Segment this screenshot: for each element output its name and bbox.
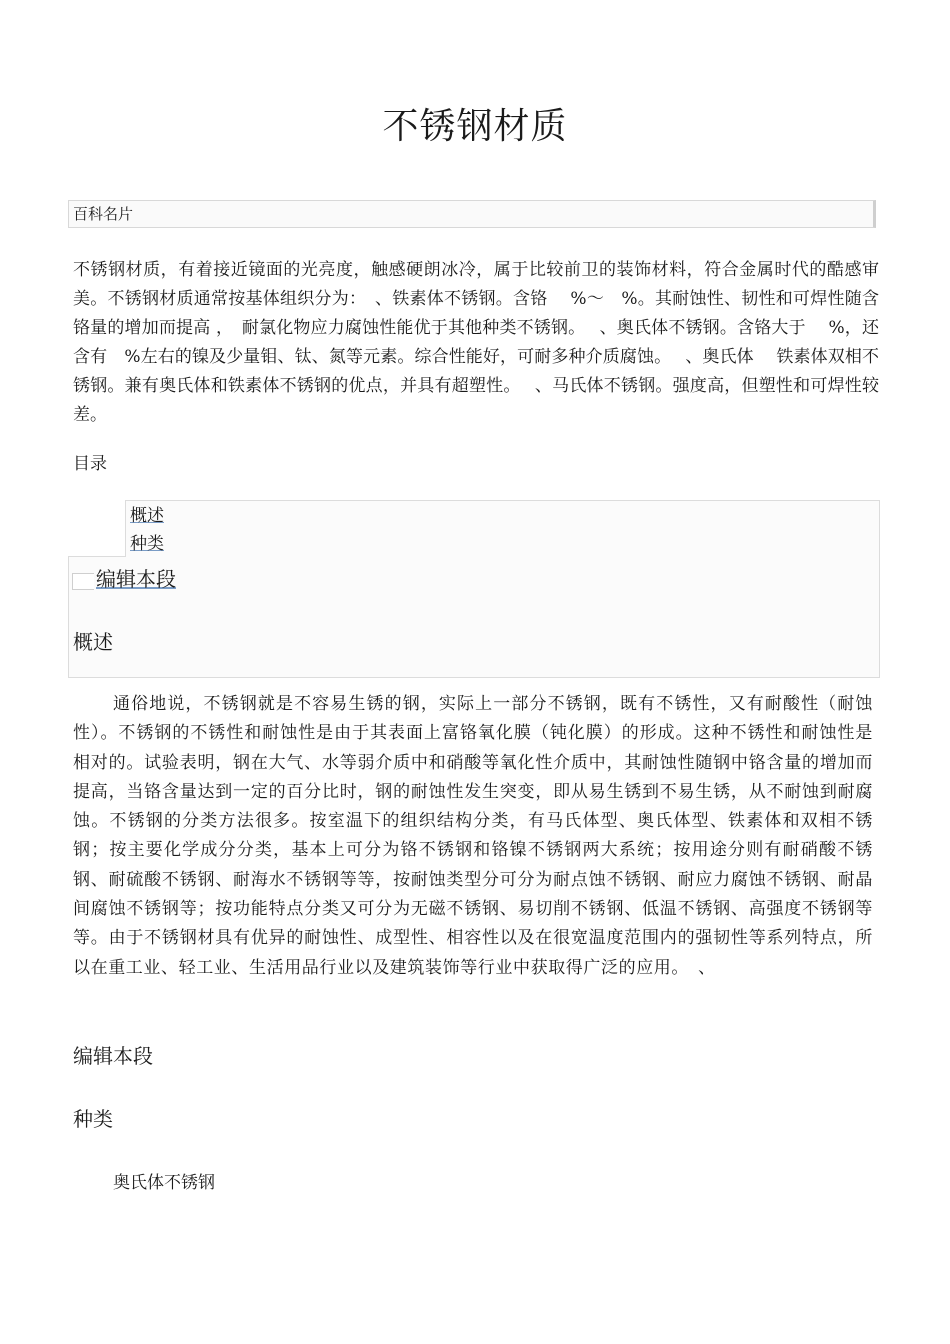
overview-paragraph: 通俗地说，不锈钢就是不容易生锈的钢，实际上一部分不锈钢，既有不锈性，又有耐酸性（耐蚀性）。不锈钢的不锈性和耐蚀性是由于其表面上富铬氧化膜（钝化膜）的形成。这种不锈性和耐蚀性是相对的。试验表明，钢在大气、水等弱介质中和硝酸等氧化性介质中，其耐蚀性随钢中铬含量的增加而提高，当铬含量达到一定的百分比时，钢的耐蚀性发生突变，即从易生锈到不易生锈，从不耐蚀到耐腐蚀。不锈钢的分类方法很多。按室温下的组织结构分类，有马氏体型、奥氏体型、铁素体和双相不锈钢；按主要化学成分分类，基本上可分为铬不锈钢和铬镍不锈钢两大系统；按用途分则有耐硝酸不锈钢、耐硫酸不锈钢、耐海水不锈钢等等，按耐蚀类型分可分为耐点蚀不锈钢、耐应力腐蚀不锈钢、耐晶间腐蚀不锈钢等；按功能特点分类又可分为无磁不锈钢、易切削不锈钢、低温不锈钢、高强度不锈钢等等。由于不锈钢材具有优异的耐蚀性、成型性、相容性以及在很宽温度范围内的强韧性等系列特点，所以在重工业、轻工业、生活用品行业以及建筑装饰等行业中获取得广泛的应用。 、 [73,694,873,978]
edit-section-link-2[interactable]: 编辑本段 [73,1044,153,1068]
edit-section-link[interactable]: 编辑本段 [96,567,176,591]
intro-paragraph: 不锈钢材质，有着接近镜面的光亮度，触感硬朗冰冷，属于比较前卫的装饰材料，符合金属时代的酷感审美。不锈钢材质通常按基体组织分为： 、铁素体不锈钢。含铬 %～ %。其耐蚀性、韧性和可焊性随含铬量的增加而提高 ， 耐氯化物应力腐蚀性能优于其他种类不锈钢。 、奥氏体不锈钢。含铬大于 %，还含有 %左右的镍及少量钼、钛、氮等元素。综合性能好，可耐多种介质腐蚀。 、奥氏体 铁素体双相不锈钢。兼有奥氏体和铁素体不锈钢的优点，并具有超塑性。 、马氏体不锈钢。强度高，但塑性和可焊性较差。 [73,260,879,425]
encyclopedia-card-label: 百科名片 [68,200,876,228]
toc-item-overview[interactable]: 概述 [130,506,164,526]
toc-notch [68,500,126,557]
sub-item-austenitic: 奥氏体不锈钢 [113,1173,215,1193]
toc-item-types[interactable]: 种类 [130,534,164,554]
section-heading-overview: 概述 [73,630,113,654]
toc-box [68,500,880,678]
edit-icon [72,573,94,590]
section-heading-types: 种类 [73,1107,113,1131]
page-title: 不锈钢材质 [382,106,568,147]
toc-heading: 目录 [73,454,107,474]
